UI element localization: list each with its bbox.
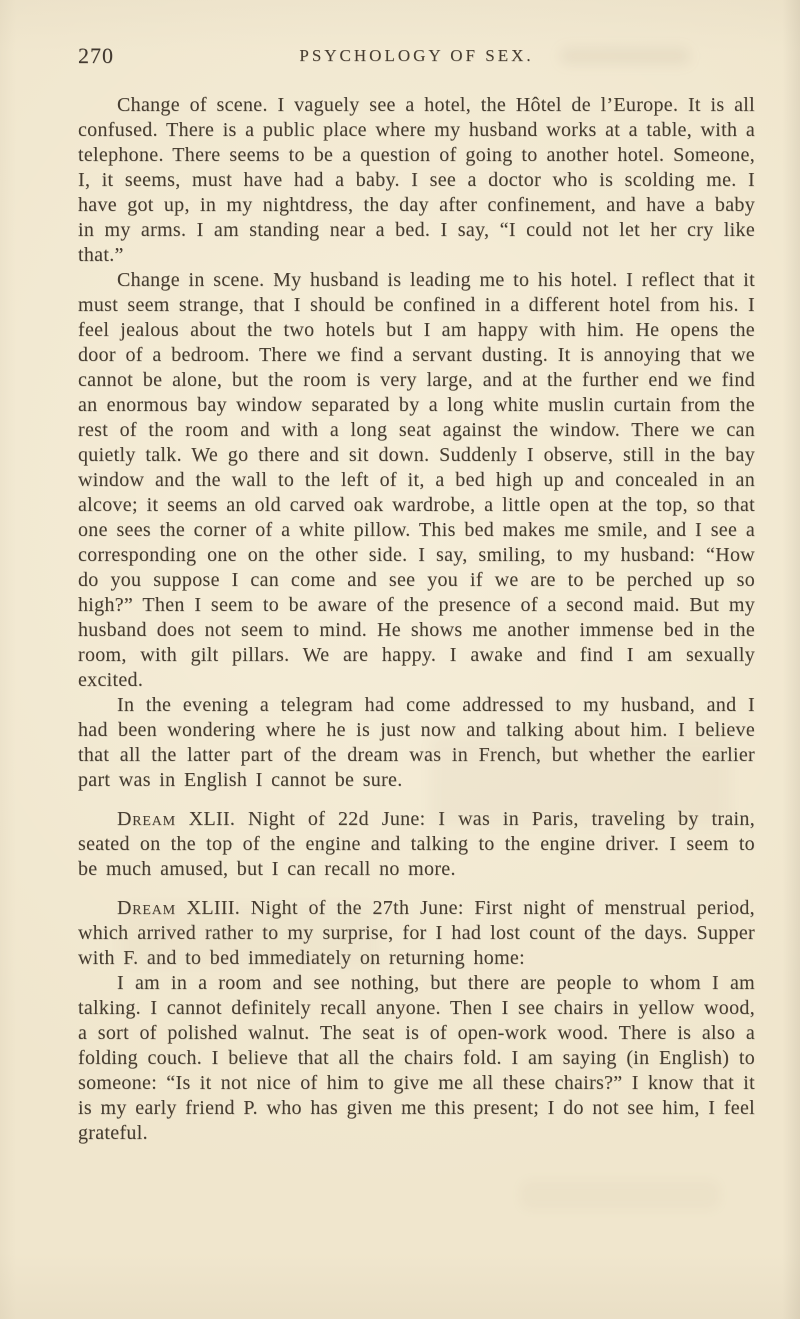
paragraph-evening-note	[78, 693, 755, 793]
page-number: 270	[78, 43, 114, 68]
dream-heading-label: Dream	[117, 897, 176, 919]
dream-heading-label: Dream	[117, 808, 176, 830]
paragraph-text: In the evening a telegram had come addressed to my husband, and I had been wondering where he is just now and talking about him. I believe that all the latter part of the dream was in French, but whether the earlier part was in English I cannot be sure.	[78, 694, 755, 791]
running-title: PSYCHOLOGY OF SEX.	[299, 46, 534, 65]
page-header	[78, 43, 755, 69]
paragraph-dream-scene-1	[78, 93, 755, 268]
paper-bleed-through	[520, 1180, 720, 1210]
paragraph-dream-xliii-body	[78, 971, 755, 1146]
paragraph-text: I am in a room and see nothing, but there are people to whom I am talking. I cannot definitely recall anyone. Then I see chairs in yellow wood, a sort of polished walnut. The seat is of open-work wood. There is also a folding couch. I believe that all the chairs fold. I am saying (in English) to someone: “Is it not nice of him to give me all these chairs?” I know that it is my early friend P. who has given me this present; I do not see him, I feel grateful.	[78, 972, 755, 1144]
paragraph-text: XLII. Night of 22d June: I was in Paris, traveling by train, seated on the top of the engine and talking to the engine driver. I seem to be much amused, but I can recall no more.	[78, 808, 755, 880]
paragraph-text: Change of scene. I vaguely see a hotel, the Hôtel de l’Europe. It is all confused. There is a public place where my husband works at a table, with a telephone. There seems to be a question of going to another hotel. Someone, I, it seems, must have had a baby. I see a doctor who is scolding me. I have got up, in my nightdress, the day after confinement, and have a baby in my arms. I am standing near a bed. I say, “I could not let her cry like that.”	[78, 94, 755, 266]
paragraph-dream-scene-2	[78, 268, 755, 693]
paragraph-dream-xlii	[78, 807, 755, 882]
page-body	[78, 93, 755, 1146]
paragraph-dream-xliii	[78, 896, 755, 971]
paragraph-text: Change in scene. My husband is leading me to his hotel. I reflect that it must seem strange, that I should be confined in a different hotel from his. I feel jealous about the two hotels but I am happy with him. He opens the door of a bedroom. There we find a servant dusting. It is annoying that we cannot be alone, but the room is very large, and at the further end we find an enormous bay window separated by a long white muslin curtain from the rest of the room and with a long seat against the window. There we can quietly talk. We go there and sit down. Suddenly I observe, still in the bay window and the wall to the left of it, a bed high up and concealed in an alcove; it seems an old carved oak wardrobe, a little open at the top, so that one sees the corner of a white pillow. This bed makes me smile, and I see a corresponding one on the other side. I say, smiling, to my husband: “How do you suppose I can come and see you if we are to be perched up so high?” Then I seem to be aware of the presence of a second maid. But my husband does not seem to mind. He shows me another immense bed in the room, with gilt pillars. We are happy. I awake and find I am sexually excited.	[78, 269, 755, 691]
paragraph-text: XLIII. Night of the 27th June: First night of menstrual period, which arrived rather to my surprise, for I had lost count of the days. Supper with F. and to bed immediately on returning home:	[78, 897, 755, 969]
